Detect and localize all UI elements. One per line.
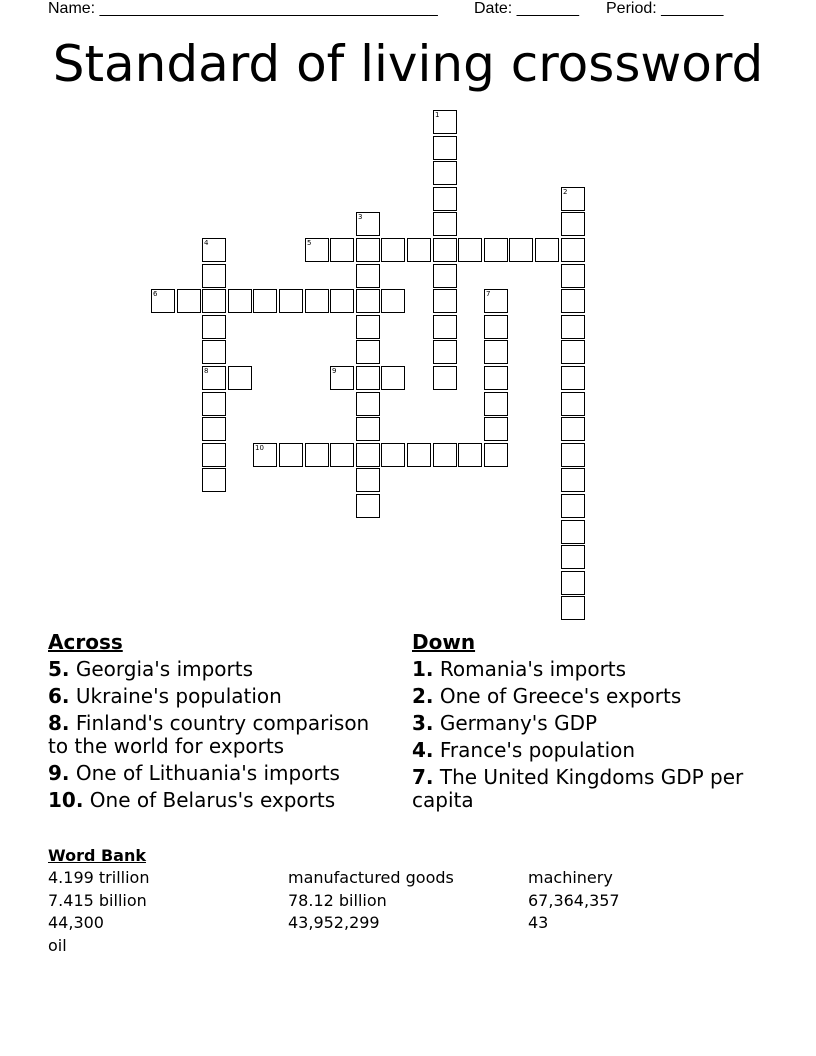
word-bank-item: 43 [528, 913, 549, 932]
crossword-cell[interactable] [151, 289, 175, 313]
clue-text: Germany's GDP [433, 711, 598, 735]
crossword-cell[interactable] [202, 238, 226, 262]
crossword-cell[interactable] [561, 366, 585, 390]
clue-text: Finland's country comparison to the world for exports [48, 711, 370, 758]
crossword-cell[interactable] [305, 289, 329, 313]
clue-number: 4. [412, 738, 434, 762]
word-bank-heading: Word Bank [48, 846, 147, 865]
crossword-cell[interactable] [381, 289, 405, 313]
crossword-cell[interactable] [407, 443, 431, 467]
word-bank-item: 78.12 billion [288, 891, 387, 910]
crossword-cell[interactable] [561, 494, 585, 518]
crossword-cell[interactable] [279, 289, 303, 313]
crossword-cell[interactable] [433, 289, 457, 313]
crossword-cell[interactable] [433, 264, 457, 288]
across-heading: Across [48, 630, 123, 654]
crossword-cell[interactable] [356, 238, 380, 262]
crossword-cell[interactable] [433, 366, 457, 390]
crossword-cell[interactable] [484, 417, 508, 441]
crossword-cell[interactable] [202, 289, 226, 313]
crossword-cell[interactable] [330, 238, 354, 262]
clue-number: 9 [332, 367, 337, 375]
crossword-cell[interactable] [458, 443, 482, 467]
clue-text: Romania's imports [433, 657, 627, 681]
clue-text: France's population [433, 738, 636, 762]
crossword-cell[interactable] [253, 443, 277, 467]
word-bank-item: oil [48, 936, 67, 955]
crossword-cell[interactable] [561, 468, 585, 492]
word-bank-item: manufactured goods [288, 868, 454, 887]
word-bank-item: 4.199 trillion [48, 868, 150, 887]
crossword-cell[interactable] [305, 443, 329, 467]
down-clue [412, 739, 752, 762]
clue-number: 1. [412, 657, 434, 681]
crossword-cell[interactable] [202, 264, 226, 288]
crossword-cell[interactable] [356, 443, 380, 467]
crossword-cell[interactable] [330, 443, 354, 467]
across-clue [48, 658, 388, 681]
crossword-cell[interactable] [561, 212, 585, 236]
crossword-cell[interactable] [381, 366, 405, 390]
crossword-cell[interactable] [484, 289, 508, 313]
clue-number: 1 [435, 111, 440, 119]
clue-text: One of Lithuania's imports [69, 761, 340, 785]
crossword-cell[interactable] [356, 494, 380, 518]
crossword-cell[interactable] [561, 520, 585, 544]
crossword-cell[interactable] [433, 136, 457, 160]
crossword-cell[interactable] [228, 366, 252, 390]
word-bank [48, 846, 768, 966]
clue-number: 7. [412, 765, 434, 789]
down-clue [412, 685, 752, 708]
clue-number: 7 [486, 290, 491, 298]
crossword-cell[interactable] [561, 264, 585, 288]
clue-text: One of Belarus's exports [83, 788, 336, 812]
crossword-cell[interactable] [356, 212, 380, 236]
crossword-cell[interactable] [561, 340, 585, 364]
crossword-cell[interactable] [433, 212, 457, 236]
clue-number: 3. [412, 711, 434, 735]
crossword-cell[interactable] [535, 238, 559, 262]
crossword-cell[interactable] [177, 289, 201, 313]
crossword-cell[interactable] [279, 443, 303, 467]
across-clues [48, 631, 388, 816]
clue-text: Georgia's imports [69, 657, 254, 681]
down-clue [412, 658, 752, 681]
crossword-cell[interactable] [202, 468, 226, 492]
page-title: Standard of living crossword [52, 35, 764, 93]
crossword-cell[interactable] [356, 264, 380, 288]
crossword-cell[interactable] [202, 392, 226, 416]
crossword-cell[interactable] [356, 392, 380, 416]
crossword-cell[interactable] [202, 417, 226, 441]
crossword-cell[interactable] [356, 468, 380, 492]
down-clue [412, 712, 752, 735]
crossword-cell[interactable] [458, 238, 482, 262]
clue-number: 8. [48, 711, 70, 735]
crossword-cell[interactable] [484, 315, 508, 339]
crossword-cell[interactable] [484, 366, 508, 390]
down-clue [412, 766, 752, 812]
word-bank-item: 67,364,357 [528, 891, 620, 910]
crossword-cell[interactable] [356, 417, 380, 441]
crossword-cell[interactable] [433, 340, 457, 364]
crossword-cell[interactable] [484, 340, 508, 364]
clue-number: 5. [48, 657, 70, 681]
clue-number: 5 [307, 239, 312, 247]
clue-text: The United Kingdoms GDP per capita [412, 765, 744, 812]
crossword-cell[interactable] [356, 366, 380, 390]
clue-text: One of Greece's exports [433, 684, 682, 708]
crossword-cell[interactable] [433, 187, 457, 211]
crossword-cell[interactable] [561, 289, 585, 313]
crossword-cell[interactable] [381, 443, 405, 467]
crossword-cell[interactable] [561, 315, 585, 339]
crossword-cell[interactable] [509, 238, 533, 262]
crossword-cell[interactable] [433, 443, 457, 467]
crossword-cell[interactable] [433, 110, 457, 134]
clue-number: 2 [563, 188, 568, 196]
clue-number: 6 [153, 290, 158, 298]
crossword-cell[interactable] [484, 238, 508, 262]
word-bank-item: machinery [528, 868, 613, 887]
crossword-cell[interactable] [561, 596, 585, 620]
clue-number: 9. [48, 761, 70, 785]
crossword-cell[interactable] [330, 366, 354, 390]
name-field[interactable]: Name: ______________________________________ [48, 0, 438, 17]
clue-text: Ukraine's population [69, 684, 282, 708]
down-heading: Down [412, 630, 476, 654]
word-bank-item: 7.415 billion [48, 891, 147, 910]
clue-number: 10. [48, 788, 84, 812]
crossword-cell[interactable] [561, 392, 585, 416]
clue-number: 2. [412, 684, 434, 708]
crossword-cell[interactable] [356, 315, 380, 339]
crossword-cell[interactable] [433, 315, 457, 339]
date-field[interactable]: Date: _______ [474, 0, 579, 17]
crossword-cell[interactable] [202, 443, 226, 467]
clue-number: 10 [255, 444, 264, 452]
period-field[interactable]: Period: _______ [606, 0, 724, 17]
across-clue [48, 762, 388, 785]
crossword-cell[interactable] [484, 392, 508, 416]
crossword-cell[interactable] [433, 238, 457, 262]
crossword-cell[interactable] [433, 161, 457, 185]
crossword-cell[interactable] [202, 315, 226, 339]
crossword-cell[interactable] [305, 238, 329, 262]
crossword-cell[interactable] [561, 187, 585, 211]
crossword-cell[interactable] [561, 417, 585, 441]
crossword-cell[interactable] [484, 443, 508, 467]
across-clue [48, 712, 388, 758]
crossword-cell[interactable] [228, 289, 252, 313]
crossword-cell[interactable] [561, 238, 585, 262]
down-clues [412, 631, 752, 816]
clue-number: 8 [204, 367, 209, 375]
crossword-cell[interactable] [381, 238, 405, 262]
across-clue [48, 685, 388, 708]
crossword-cell[interactable] [561, 571, 585, 595]
word-bank-item: 43,952,299 [288, 913, 380, 932]
crossword-cell[interactable] [356, 289, 380, 313]
crossword-cell[interactable] [202, 340, 226, 364]
crossword-cell[interactable] [202, 366, 226, 390]
crossword-cell[interactable] [253, 289, 277, 313]
across-clue [48, 789, 388, 812]
crossword-cell[interactable] [356, 340, 380, 364]
crossword-cell[interactable] [330, 289, 354, 313]
word-bank-item: 44,300 [48, 913, 104, 932]
crossword-cell[interactable] [407, 238, 431, 262]
crossword-cell[interactable] [561, 545, 585, 569]
crossword-cell[interactable] [561, 443, 585, 467]
clue-number: 4 [204, 239, 209, 247]
clue-number: 3 [358, 213, 363, 221]
clue-number: 6. [48, 684, 70, 708]
